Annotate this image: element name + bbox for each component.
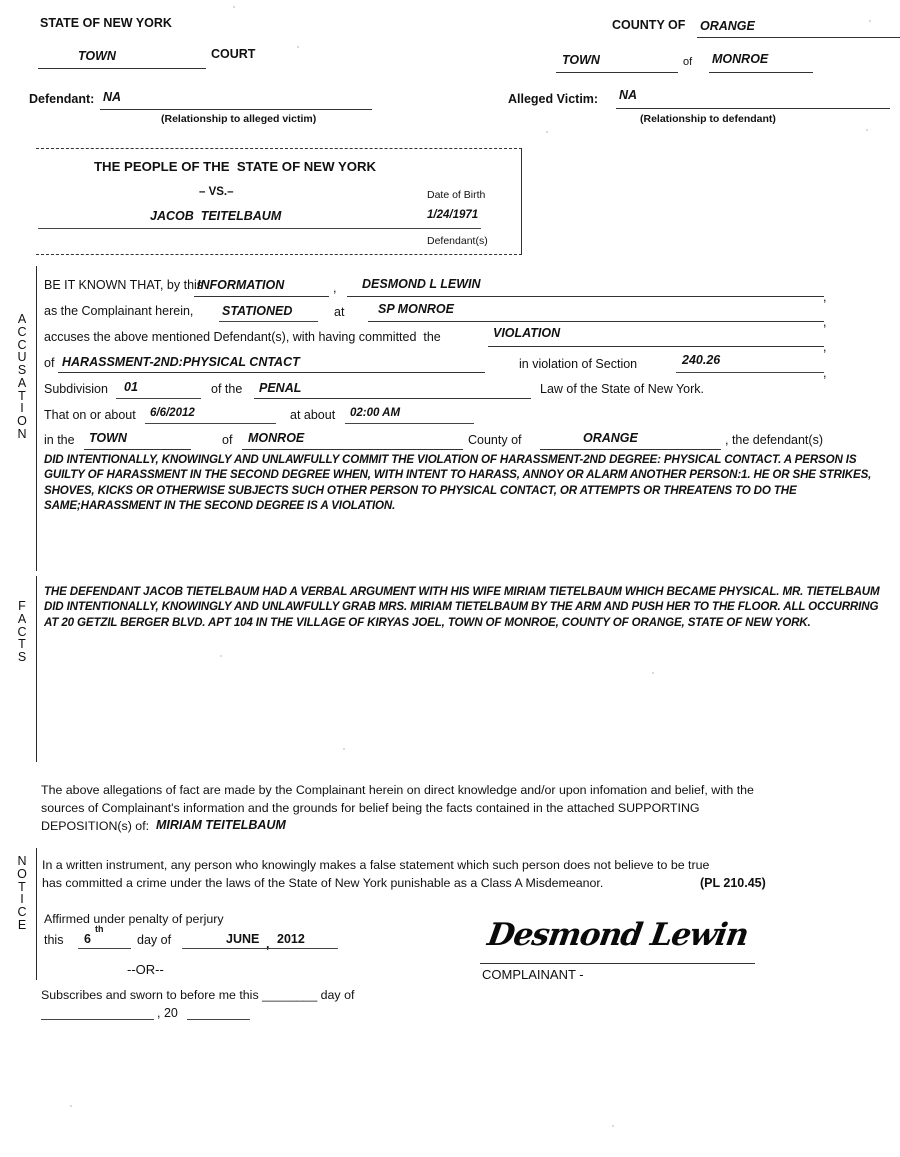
subscribed-line2-prefix: , 20 — [157, 1006, 178, 1020]
accusation-line3-prefix: accuses the above mentioned Defendant(s), with having committed the — [44, 330, 441, 344]
charge-rule — [58, 372, 485, 373]
caption-name-rule — [38, 228, 481, 229]
dob-label: Date of Birth — [427, 189, 486, 201]
scan-speck — [343, 748, 345, 750]
accusation-county-rule — [540, 449, 721, 450]
scan-speck — [869, 20, 871, 22]
municipality-rule — [709, 72, 813, 73]
at-about-label: at about — [290, 408, 336, 422]
dob-value[interactable]: 1/24/1971 — [427, 209, 479, 221]
time-value[interactable]: 02:00 AM — [350, 407, 401, 419]
subdivision-rule — [116, 398, 201, 399]
accusation-line4-end-comma: , — [823, 366, 827, 380]
subdivision-value[interactable]: 01 — [124, 380, 138, 394]
scan-speck — [652, 672, 654, 674]
victim-rule — [616, 108, 890, 109]
scan-speck — [546, 131, 548, 133]
accusation-vertical-rule — [36, 266, 37, 571]
accusation-line1-prefix: BE IT KNOWN THAT, by this — [44, 278, 204, 292]
accusation-letter: C — [17, 324, 27, 339]
notice-line2: has committed a crime under the laws of the State of New York punishable as a Class A Misdemeanor. — [42, 876, 604, 890]
accusation-line4-prefix: of — [44, 356, 55, 370]
facts-letter: F — [18, 599, 26, 613]
day-rule — [78, 948, 131, 949]
month-comma: , — [266, 937, 270, 951]
complainant-title-value[interactable]: STATIONED — [222, 304, 293, 318]
this-label: this — [44, 933, 64, 947]
people-title: THE PEOPLE OF THE STATE OF NEW YORK — [94, 159, 377, 174]
notice-letter: E — [17, 917, 27, 932]
defendant-relationship-caption: (Relationship to alleged victim) — [161, 113, 317, 125]
scan-speck — [233, 6, 235, 8]
complainant-title-rule — [219, 321, 318, 322]
year-value[interactable]: 2012 — [277, 932, 305, 946]
accusation-letter: O — [17, 414, 27, 428]
station-rule — [368, 321, 824, 322]
date-value[interactable]: 6/6/2012 — [150, 407, 195, 419]
offense-class-rule — [488, 346, 824, 347]
or-label: --OR-- — [127, 962, 164, 977]
notice-letter: C — [17, 905, 27, 919]
allegations-line3-prefix: DEPOSITION(s) of: — [41, 819, 150, 833]
facts-letter: T — [18, 637, 26, 652]
date-rule — [145, 423, 276, 424]
date-label: That on or about — [44, 408, 136, 422]
of-word: of — [683, 56, 693, 68]
place-type-rule — [84, 449, 191, 450]
accusation-letter: A — [17, 312, 27, 326]
subdivision-label: Subdivision — [44, 382, 108, 396]
accusation-letter: T — [18, 388, 26, 403]
municipality-type-value[interactable]: TOWN — [562, 53, 600, 67]
accusation-line2-prefix: as the Complainant herein, — [44, 304, 194, 318]
scan-speck — [220, 655, 222, 657]
in-the-label: in the — [44, 433, 75, 447]
facts-letter: C — [17, 624, 27, 639]
deposition-name-value[interactable]: MIRIAM TEITELBAUM — [156, 818, 286, 832]
of-the-label: of the — [211, 382, 243, 396]
facts-section-label — [14, 600, 30, 664]
notice-section-label — [14, 855, 30, 932]
station-value[interactable]: SP MONROE — [378, 302, 454, 316]
facts-letter: A — [17, 611, 27, 626]
accusation-county-value[interactable]: ORANGE — [583, 431, 638, 445]
affirmed-label: Affirmed under penalty of perjury — [44, 912, 224, 926]
municipality-value[interactable]: MONROE — [712, 52, 769, 66]
accusation-section-label — [14, 313, 30, 441]
facts-text: THE DEFENDANT JACOB TIETELBAUM HAD A VERBAL ARGUMENT WITH HIS WIFE MIRIAM TIETELBAUM WHICH BECAME PHYSICAL. MR. TIETELBAUM DID INTENTIONALLY, KNOWINGLY AND UNLAWFULLY GRAB MRS. MIRIAM TIETELBAUM BY THE ARM AND PUSH HER TO THE FLOOR. ALL OCCURRING AT 20 GETZIL BERGER BLVD. APT 104 IN THE VILLAGE OF KIRYAS JOEL, TOWN OF MONROE, COUNTY OF ORANGE, STATE OF NEW YORK. — [44, 585, 880, 629]
complainant-name-rule — [347, 296, 824, 297]
allegations-line2: sources of Complainant's information and the grounds for belief being the facts contained in the attached SUPPORTING — [41, 801, 700, 815]
place-value[interactable]: MONROE — [248, 431, 305, 445]
notice-citation: (PL 210.45) — [700, 876, 766, 890]
municipality-type-rule — [556, 72, 678, 73]
scan-speck — [70, 1105, 72, 1107]
accusation-line3-end-comma: , — [823, 340, 827, 354]
instrument-type-value[interactable]: INFORMATION — [197, 278, 285, 292]
accusation-line1-end-comma: , — [823, 290, 827, 304]
place-of-label: of — [222, 433, 233, 447]
accusation-letter: S — [17, 363, 27, 377]
facts-letter: S — [17, 650, 27, 664]
accusation-letter: U — [17, 350, 27, 365]
allegations-line1: The above allegations of fact are made by the Complainant herein on direct knowledge and/or upon infomation and belief, with the — [41, 783, 754, 797]
court-type-rule — [38, 68, 206, 69]
victim-label: Alleged Victim: — [508, 92, 599, 106]
section-value[interactable]: 240.26 — [682, 353, 721, 367]
scan-speck — [866, 129, 868, 131]
charge-statute-text: DID INTENTIONALLY, KNOWINGLY AND UNLAWFULLY COMMIT THE VIOLATION OF HARASSMENT-2ND DEGREE: PHYSICAL CONTACT. A PERSON IS GUILTY OF HARASSMENT IN THE SECOND DEGREE WHEN, WITH INTENT TO HARASS, ANNOY OR ALARM ANOTHER PERSON:1. HE OR SHE STRIKES, SHOVES, KICKS OR OTHERWISE SUBJECTS SUCH OTHER PERSON TO PHYSICAL CONTACT, OR ATTEMPTS OR THREATENS TO DO THE SAME;HARASSMENT IN THE SECOND DEGREE IS A VIOLATION. — [44, 453, 872, 513]
scan-speck — [612, 1125, 614, 1127]
accusation-letter: I — [20, 401, 24, 416]
complainant-signature: Desmond Lewin — [485, 917, 751, 953]
notice-letter: T — [18, 879, 26, 894]
day-ordinal-suffix: th — [95, 924, 104, 934]
complainant-name-value[interactable]: DESMOND L LEWIN — [362, 277, 481, 291]
month-year-rule — [182, 948, 338, 949]
victim-relationship-caption: (Relationship to defendant) — [640, 113, 776, 125]
accusation-line2-end-comma: , — [823, 315, 827, 329]
caption-defendant-name: JACOB TEITELBAUM — [150, 209, 282, 223]
notice-letter: N — [17, 854, 27, 868]
county-rule — [697, 37, 900, 38]
court-word: COURT — [211, 47, 256, 61]
instrument-type-rule — [194, 296, 329, 297]
month-value[interactable]: JUNE — [226, 932, 260, 946]
law-suffix: Law of the State of New York. — [540, 382, 704, 396]
signature-rule — [480, 963, 755, 964]
day-number[interactable]: 6 — [84, 932, 91, 946]
defendant-rule — [100, 109, 372, 110]
complainant-label: COMPLAINANT - — [482, 967, 584, 982]
section-label: in violation of Section — [519, 357, 638, 371]
defendant-value[interactable]: NA — [103, 90, 122, 104]
caption-defendants-label: Defendant(s) — [427, 235, 488, 247]
notice-line1: In a written instrument, any person who knowingly makes a false statement which such person does not believe to be true — [42, 858, 710, 872]
subscribed-line1: Subscribes and sworn to before me this ________ day of — [41, 988, 355, 1002]
notice-letter: I — [20, 892, 24, 907]
county-value[interactable]: ORANGE — [700, 19, 755, 33]
accusation-line1-comma: , — [333, 281, 337, 295]
place-type-value[interactable]: TOWN — [89, 431, 127, 445]
versus-label: – VS.– — [199, 186, 234, 198]
notice-vertical-rule — [36, 848, 37, 980]
defendant-label: Defendant: — [29, 92, 95, 106]
offense-class-value[interactable]: VIOLATION — [493, 326, 561, 340]
facts-vertical-rule — [36, 576, 37, 762]
state-heading: STATE OF NEW YORK — [40, 16, 172, 30]
accusation-letter: A — [17, 375, 27, 390]
accusation-letter: N — [17, 426, 27, 441]
accusation-at-word: at — [334, 305, 345, 319]
section-rule — [676, 372, 824, 373]
accusation-county-label: County of — [468, 433, 522, 447]
accusation-letter: C — [17, 337, 27, 352]
victim-value[interactable]: NA — [619, 88, 638, 102]
notice-letter: O — [17, 866, 27, 881]
place-rule — [242, 449, 463, 450]
subscribed-blank-rule-2 — [187, 1019, 250, 1020]
law-rule — [254, 398, 531, 399]
court-type-value[interactable]: TOWN — [78, 49, 116, 63]
scan-speck — [297, 46, 299, 48]
time-rule — [345, 423, 474, 424]
charge-value[interactable]: HARASSMENT-2ND:PHYSICAL CNTACT — [62, 355, 300, 369]
accusation-defendants-suffix: , the defendant(s) — [725, 433, 823, 447]
subscribed-blank-rule-1 — [41, 1019, 154, 1020]
law-value[interactable]: PENAL — [259, 381, 302, 395]
day-of-label: day of — [137, 933, 172, 947]
county-label: COUNTY OF — [612, 18, 686, 32]
